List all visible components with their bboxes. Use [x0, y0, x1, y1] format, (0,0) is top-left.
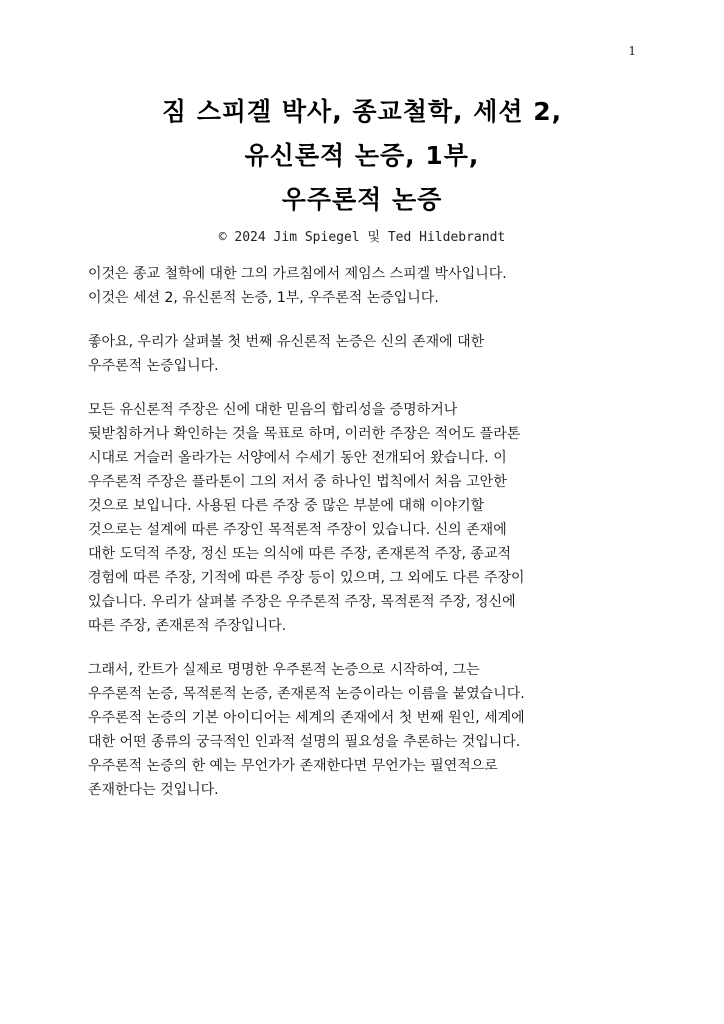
text-line: 있습니다. 우리가 살펴볼 주장은 우주론적 주장, 목적론적 주장, 정신에	[88, 594, 516, 610]
text-line: 이것은 종교 철학에 대한 그의 가르침에서 제임스 스피겔 박사입니다.	[88, 266, 507, 282]
document-title	[0, 90, 724, 222]
text-line: 것으로는 설계에 따른 주장인 목적론적 주장이 있습니다. 신의 존재에	[88, 522, 507, 538]
text-line: 모든 유신론적 주장은 신에 대한 믿음의 합리성을 증명하거나	[88, 402, 458, 418]
text-line: 좋아요, 우리가 살펴볼 첫 번째 유신론적 논증은 신의 존재에 대한	[88, 334, 485, 350]
title-line: 우주론적 논증	[281, 185, 443, 214]
text-line: 그래서, 칸트가 실제로 명명한 우주론적 논증으로 시작하여, 그는	[88, 662, 480, 678]
text-line: 우주론적 논증, 목적론적 논증, 존재론적 논증이라는 이름을 붙였습니다.	[88, 686, 525, 702]
text-line: 따른 주장, 존재론적 주장입니다.	[88, 618, 287, 634]
copyright-notice: © 2024 Jim Spiegel 및 Ted Hildebrandt	[218, 230, 506, 245]
text-line: 우주론적 논증의 한 예는 무언가가 존재한다면 무언가는 필연적으로	[88, 758, 498, 774]
text-line: 것으로 보입니다. 사용된 다른 주장 중 많은 부분에 대해 이야기할	[88, 498, 485, 514]
text-line: 존재한다는 것입니다.	[88, 782, 219, 798]
document-body	[88, 262, 648, 822]
text-line: 경험에 따른 주장, 기적에 따른 주장 등이 있으며, 그 외에도 다른 주장이	[88, 570, 525, 586]
text-line: 대한 도덕적 주장, 정신 또는 의식에 따른 주장, 존재론적 주장, 종교적	[88, 546, 511, 562]
page-number: 1	[628, 44, 636, 58]
text-line: 우주론적 논증입니다.	[88, 358, 219, 374]
title-line: 짐 스피겔 박사, 종교철학, 세션 2,	[161, 97, 563, 126]
text-line: 이것은 세션 2, 유신론적 논증, 1부, 우주론적 논증입니다.	[88, 290, 439, 306]
text-line: 대한 어떤 종류의 궁극적인 인과적 설명의 필요성을 추론하는 것입니다.	[88, 734, 521, 750]
title-line: 유신론적 논증, 1부,	[244, 141, 480, 170]
text-line: 우주론적 논증의 기본 아이디어는 세계의 존재에서 첫 번째 원인, 세계에	[88, 710, 525, 726]
paragraph	[88, 330, 648, 378]
text-line: 시대로 거슬러 올라가는 서양에서 수세기 동안 전개되어 왔습니다. 이	[88, 450, 507, 466]
paragraph	[88, 262, 648, 310]
paragraph	[88, 658, 648, 802]
paragraph	[88, 398, 648, 638]
text-line: 우주론적 주장은 플라톤이 그의 저서 중 하나인 법칙에서 처음 고안한	[88, 474, 507, 490]
text-line: 뒷받침하거나 확인하는 것을 목표로 하며, 이러한 주장은 적어도 플라톤	[88, 426, 521, 442]
